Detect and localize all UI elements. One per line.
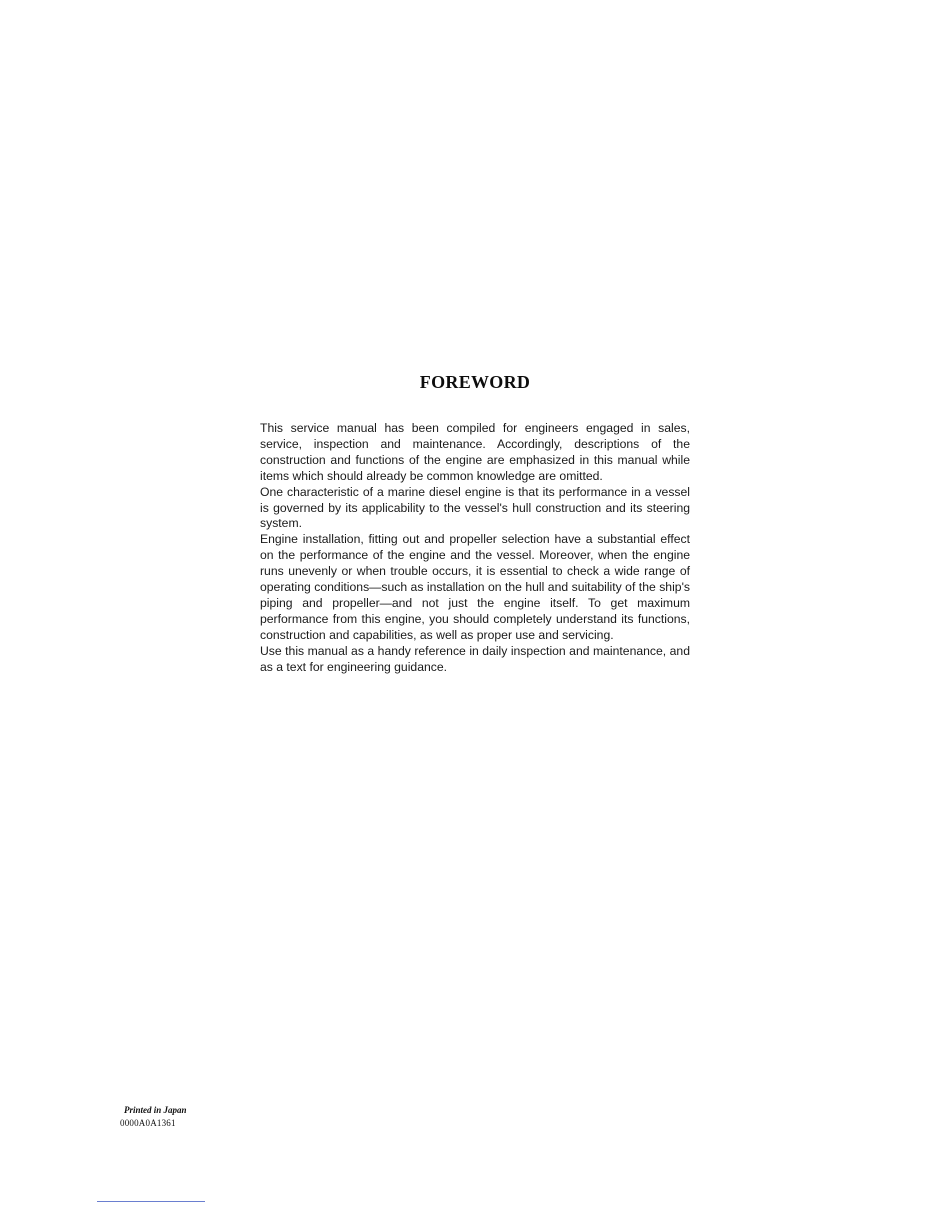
printed-in-label: Printed in Japan (124, 1105, 187, 1115)
page-title: FOREWORD (419, 372, 531, 392)
print-footer (120, 1104, 187, 1130)
bottom-rule (97, 1201, 205, 1202)
paragraph-installation: Engine installation, fitting out and propeller selection have a substantial effect on the performance of the engine and the vessel. Moreover, when the engine runs unevenly or when trouble occurs, it is essential to check a wide range of operating conditions—such as installation on the hull and suitability of the ship's piping and propeller—and not just the engine itself. To get maximum performance from this engine, you should completely understand its functions, construction and capabilities, as well as proper use and servicing. (260, 532, 690, 642)
document-code: 0000A0A1361 (120, 1118, 176, 1128)
paragraph-purpose: This service manual has been compiled for engineers engaged in sales, service, inspection and maintenance. Accordingly, descriptions of the construction and functions of the engine are emphasized in this manual while items which should already be common knowledge are omitted. (260, 421, 690, 483)
paragraph-characteristic: One characteristic of a marine diesel engine is that its performance in a vessel is governed by its applicability to the vessel's hull construction and its steering system. (260, 484, 690, 531)
foreword-body (260, 421, 690, 676)
paragraph-usage: Use this manual as a handy reference in daily inspection and maintenance, and as a text for engineering guidance. (260, 643, 690, 674)
